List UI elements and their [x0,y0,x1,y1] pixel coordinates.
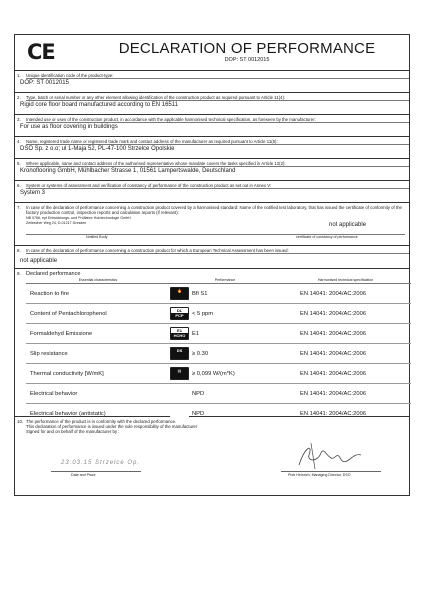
section-6 [15,181,409,203]
notified-body-line: NB 0766, ept Entwicklungs- und Prüflabor Holztechnologie GmbH [26,216,131,221]
document-title: DECLARATION OF PERFORMANCE [118,40,376,57]
thermal-icon [170,367,189,380]
performance-cell [170,284,280,304]
section-number: 2. [17,95,21,100]
section-number: 7. [17,205,21,210]
fire-icon [170,287,189,300]
characteristic-cell: Formaldehyd Emissione [26,324,170,344]
section-number: 8. [17,248,21,253]
section-1 [15,71,409,93]
section-number: 1. [17,73,21,78]
section-number: 6. [17,183,21,188]
notified-body-status: not applicable [329,222,367,229]
section-2 [15,93,409,115]
performance-value: ≥ 0,099 W/(m*K) [192,371,235,378]
performance-value: ≥ 0.30 [192,351,209,358]
conformity-statement: The performance of the product is in conformity with the declared performance. [26,419,177,424]
section-label: In case of the declaration of performance concerning a construction product for which a European Technical Assessment has been issued: [26,246,409,254]
performance-value: NPD [192,391,205,398]
responsibility-statement: This declaration of performance is issued under the sole responsibility of the manufacturer [26,424,198,430]
table-row [26,324,411,344]
slip-icon [170,347,189,360]
performance-cell [170,324,280,344]
spec-cell: EN 14041: 2004/AC:2006 [280,304,411,324]
column-header: Essential characteristics [26,277,170,284]
spec-cell: EN 14041: 2004/AC:2006 [280,324,411,344]
column-header: Performance [170,277,280,284]
section-label: Type, batch or serial number or any other element allowing identification of the construction product as required pursuant to Article 11(4): [26,93,409,101]
section-8 [15,246,409,269]
section-7 [15,203,409,246]
document-header [15,35,409,71]
section-value: DSO Sp. z o.o; ul 1-Maja 52, PL-47-100 Strzelce Opolskie [20,146,175,153]
table-row [26,384,411,404]
section-number: 5. [17,161,21,166]
section-label: Name, registered trade name or registered trade mark and contact address of the manufacturer as required pursuant to Article 11(5): [26,137,409,145]
table-row [26,344,411,364]
notified-body-footer [26,234,405,240]
signature-line [51,471,141,472]
section-label: In case of the declaration of performance concerning a construction product covered by a harmonised standard: Name of the notified test laboratory, that has issued the certificate of conformity of the factory production control, inspection reports and calculation reports (if relevant): [26,205,402,216]
declaration-document [14,34,410,496]
spec-cell: EN 14041: 2004/AC:2006 [300,410,367,417]
characteristic-cell: Electrical behavior (antistatic) [30,410,106,417]
section-number: 3. [17,117,21,122]
section-value: Rigid core floor board manufactured according to EN 16511 [20,102,178,109]
dop-reference: DOP: ST 0012015 [224,57,270,63]
performance-value: E1 [192,331,200,338]
characteristic-cell: Thermal conductivity [W/mK] [26,364,170,384]
section-value: System 3 [20,190,46,197]
spec-cell: EN 14041: 2004/AC:2006 [280,384,411,404]
icon-label-top: E1 [171,328,188,333]
section-5 [15,159,409,181]
icon-label: ▤ [177,368,182,373]
table-row [26,304,411,324]
section-9 [15,269,409,417]
certificate-caption: certificate of constancy of performance [296,235,358,240]
section-label: Where applicable, name and contact address of the authorised representative whose mandate covers the tasks specified in Article 12(2): [26,159,409,167]
section-label: Declared performance [26,271,81,277]
characteristic-cell: Electrical behavior [26,384,170,404]
section-label [26,417,409,435]
performance-value: < 5 ppm [192,311,214,318]
characteristic-cell: Reaction to fire [26,284,170,304]
icon-label: HCHO [173,333,186,338]
signature-line [281,471,381,472]
performance-value: NPD [192,411,205,418]
section-number: 10. [17,419,24,424]
column-header: Harmonised technical specification [280,277,411,284]
icon-label: 🔥 [177,288,182,293]
icon-label: DS [176,348,183,353]
section-number: 4. [17,139,21,144]
performance-cell [170,344,280,364]
notified-body-block [26,215,409,239]
section-label: System or systems of assessment and verification of constancy of performance of the construction product as set out in Annex V: [26,181,409,189]
section-label: Unique identification code of the product-type: [26,71,409,79]
table-row [26,284,411,304]
signature-image [291,439,371,471]
section-4 [15,137,409,159]
characteristic-cell: Slip resistance [26,344,170,364]
section-value: Kronoflooring GmbH, Mühlbacher Strasse 1, 01561 Lampertswalde, Deutschland [20,168,236,175]
performance-cell [170,304,280,324]
signature-area [26,435,409,487]
performance-cell [170,364,280,384]
icon-label-top: DL [171,308,188,313]
notified-body-name [26,216,246,225]
notified-body-line: Zellescher Weg 24, D-01217 Dresden [26,221,87,225]
icon-label: PCP [175,313,184,318]
e1-hcho-icon [170,327,189,340]
notified-body-caption: Notified Body [86,235,108,240]
section-number: 9. [17,271,21,276]
signatory-caption: Piotr Heinrich, Managing Director, DSO [288,472,351,477]
performance-value: Bfl S1 [192,291,208,298]
no-icon [170,387,189,400]
signed-statement: Signed for and on behalf of the manufacturer by : [26,429,120,435]
spec-cell: EN 14041: 2004/AC:2006 [280,344,411,364]
date-place-handwriting: 23.03.15 Strzelce Op. [61,459,141,466]
performance-cell [170,384,280,404]
date-place-caption: Date and Place [71,472,96,477]
characteristic-cell: Content of Pentachlorophenol [26,304,170,324]
section-value: not applicable [20,258,58,265]
ce-mark-logo: CE [27,40,55,64]
dl-pcp-icon [170,307,189,320]
spec-cell: EN 14041: 2004/AC:2006 [280,284,411,304]
section-3 [15,115,409,137]
table-row [26,364,411,384]
section-10 [15,417,409,495]
section-value: For use as floor covering in buildings [20,124,118,131]
section-label: Intended use or uses of the construction product, in accordance with the applicable harmonised technical specification, as foreseen by the manufacturer: [26,115,409,123]
spec-cell: EN 14041: 2004/AC:2006 [280,364,411,384]
section-value: DOP: ST 0012015 [20,80,69,87]
performance-table [26,277,411,423]
